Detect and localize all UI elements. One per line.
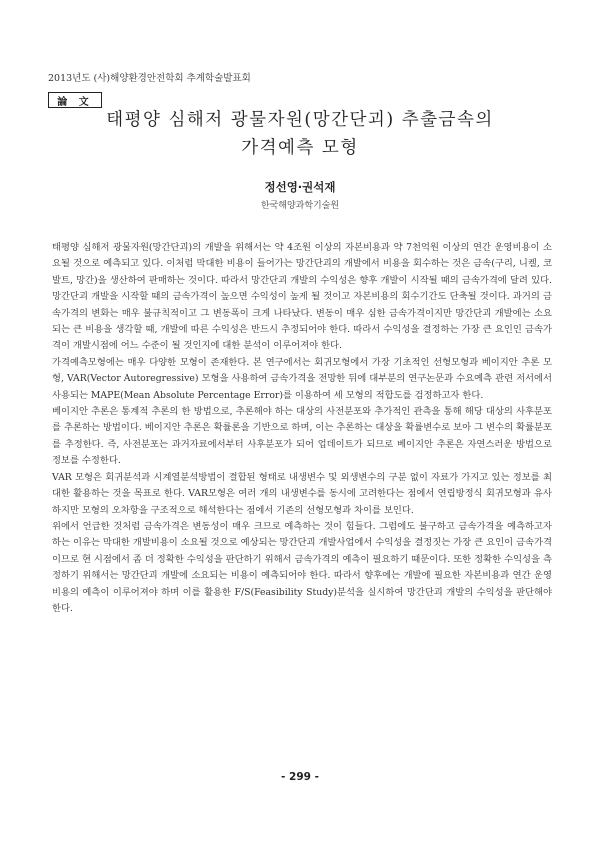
paragraph: 가격예측모형에는 매우 다양한 모형이 존재한다. 본 연구에서는 회귀모형에서 가장 기초적인 선형모형과 베이지안 추론 모형, VAR(Vector Autoregressive) 모형을 사용하여 금속가격을 전망한 뒤에 대부분의 연구논문과 수요예측 관련 저서에서 사용되는 MAPE(Mean Absolute Percentage Error)를 이용하여 세 모형의 적합도를 검정하고자 한다.	[52, 356, 552, 401]
conference-header: 2013년도 (사)해양환경안전학회 추계학술발표회	[48, 73, 251, 84]
paragraph: VAR 모형은 회귀분석과 시계열분석방법이 결합된 형태로 내생변수 및 외생변수의 구분 없이 자료가 가지고 있는 정보를 최대한 활용하는 것을 목표로 한다. VAR모형은 여러 개의 내생변수를 동시에 고려한다는 점에서 연립방정식 회귀모형과 유사하지만 모형의 오차항을 구조적으로 해석한다는 점에서 기존의 선형모형과 차이를 보인다.	[52, 471, 552, 516]
paper-title-line-2: 가격예측 모형	[241, 138, 359, 158]
paragraph: 위에서 언급한 것처럼 금속가격은 변동성이 매우 크므로 예측하는 것이 힘들다. 그럼에도 불구하고 금속가격을 예측하고자 하는 이유는 막대한 개발비용이 소요될 것으로 예상되는 망간단괴 개발사업에서 수익성을 결정짓는 가장 큰 요인이 금속가격이므로 현 시점에서 좀 더 정확한 수익성을 판단하기 위해서 금속가격의 예측이 필요하기 때문이다. 또한 정확한 수익성을 측정하기 위해서는 망간단괴 개발에 소요되는 비용이 예측되어야 한다. 따라서 향후에는 개발에 필요한 자본비용과 연간 운영비용의 예측이 이루어져야 하며 이를 활용한 F/S(Feasibility Study)분석을 실시하여 망간단괴 개발의 수익성을 판단해야 한다.	[52, 520, 552, 614]
authors: 정선영·권석재	[264, 180, 336, 194]
page-number: - 299 -	[281, 771, 319, 783]
article-type-tag: 論 文	[48, 92, 102, 108]
abstract-body	[52, 240, 552, 617]
paragraph: 태평양 심해저 광물자원(망간단괴)의 개발을 위해서는 약 4조원 이상의 자본비용과 약 7천억원 이상의 연간 운영비용이 소요될 것으로 예측되고 있다. 이처럼 막대한 비용이 들어가는 망간단괴의 개발에서 비용을 회수하는 것은 금속(구리, 니켈, 코발트, 망간)을 생산하여 판매하는 것이다. 따라서 망간단괴 개발의 수익성은 향후 개발이 시작될 때의 금속가격에 달려 있다. 망간단괴 개발을 시작할 때의 금속가격이 높으면 수익성이 높게 될 것이고 자본비용의 회수기간도 단축될 것이다. 과거의 금속가격의 변화는 매우 불규칙적이고 그 변동폭이 크게 나타났다. 변동이 매우 심한 금속가격이지만 망간단괴 개발에는 소요되는 큰 비용을 생각할 때, 개발에 따른 수익성은 반드시 추정되어야 한다. 따라서 수익성을 결정하는 가장 큰 요인인 금속가격이 개발시점에 어느 수준이 될 것인지에 대한 분석이 이루어져야 한다.	[52, 242, 552, 352]
paragraph: 베이지안 추론은 통계적 추론의 한 방법으로, 추론해야 하는 대상의 사전분포와 추가적인 관측을 통해 해당 대상의 사후분포를 추론하는 방법이다. 베이지안 추론은 확률론을 기반으로 하며, 이는 추론하는 대상을 확률변수로 보아 그 변수의 확률분포를 추정한다. 즉, 사전분포는 과거자료에서부터 사후분포가 되어 업데이트가 되므로 베이지안 추론은 자연스러운 방법으로 정보를 수정한다.	[52, 406, 552, 467]
paper-title-line-1: 태평양 심해저 광물자원(망간단괴) 추출금속의	[106, 110, 494, 130]
affiliation: 한국해양과학기술원	[260, 201, 340, 211]
